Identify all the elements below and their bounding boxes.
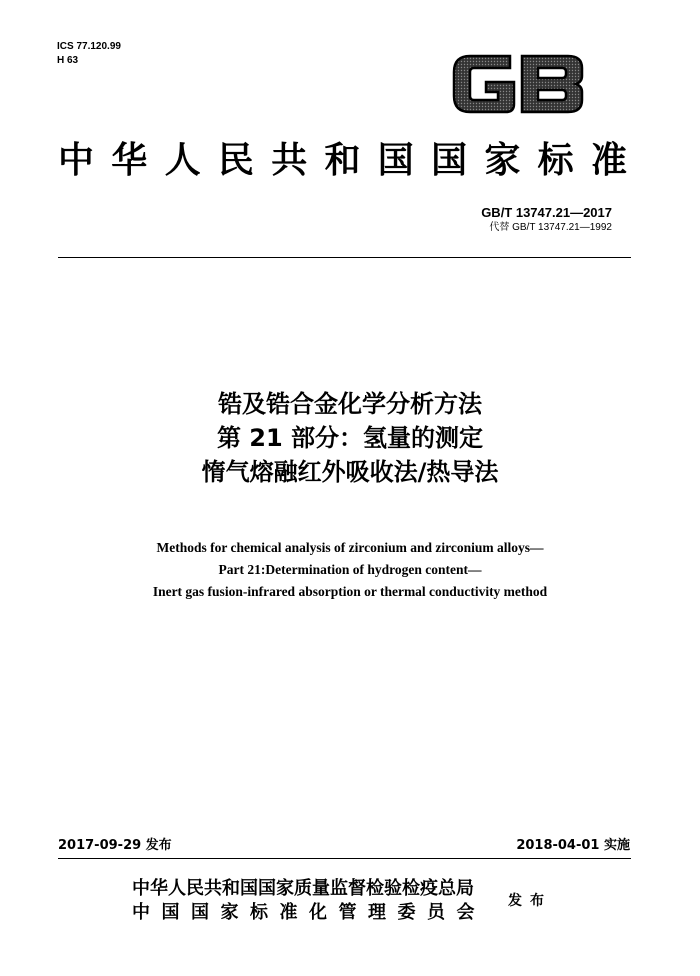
standard-number: GB/T 13747.21—2017 <box>481 205 612 220</box>
publish-label: 发布 <box>508 893 552 909</box>
gb-logo <box>448 48 588 118</box>
english-title-line-2: Part 21:Determination of hydrogen content— <box>218 562 482 577</box>
replaces-standard: 代替 GB/T 13747.21—1992 <box>489 222 612 233</box>
issuer-line-2: 中国国家标准化管理委员会 <box>132 902 486 923</box>
chinese-title-line-3: 惰气熔融红外吸收法/热导法 <box>201 458 499 486</box>
standard-number-block <box>481 205 612 234</box>
ics-code: ICS 77.120.99 <box>57 41 121 52</box>
implementation-date: 2018-04-01 实施 <box>516 838 630 853</box>
issue-date: 2017-09-29 发布 <box>58 838 172 853</box>
chinese-title-line-2: 第 21 部分：氢量的测定 <box>216 424 484 452</box>
chinese-title-line-1: 锆及锆合金化学分析方法 <box>218 390 482 418</box>
header-divider <box>58 257 631 258</box>
national-standard-title: 中华人民共和国国家标准 <box>58 139 633 181</box>
chinese-title <box>0 387 700 489</box>
issuer-line-1: 中华人民共和国国家质量监督检验检疫总局 <box>132 878 474 899</box>
classification-codes <box>57 40 121 68</box>
english-title <box>0 537 700 603</box>
english-title-line-1: Methods for chemical analysis of zirconium and zirconium alloys— <box>156 540 544 555</box>
ccs-code: H 63 <box>57 55 79 66</box>
issuing-authorities <box>132 877 486 925</box>
english-title-line-3: Inert gas fusion-infrared absorption or thermal conductivity method <box>152 584 548 599</box>
footer-divider <box>58 858 631 859</box>
